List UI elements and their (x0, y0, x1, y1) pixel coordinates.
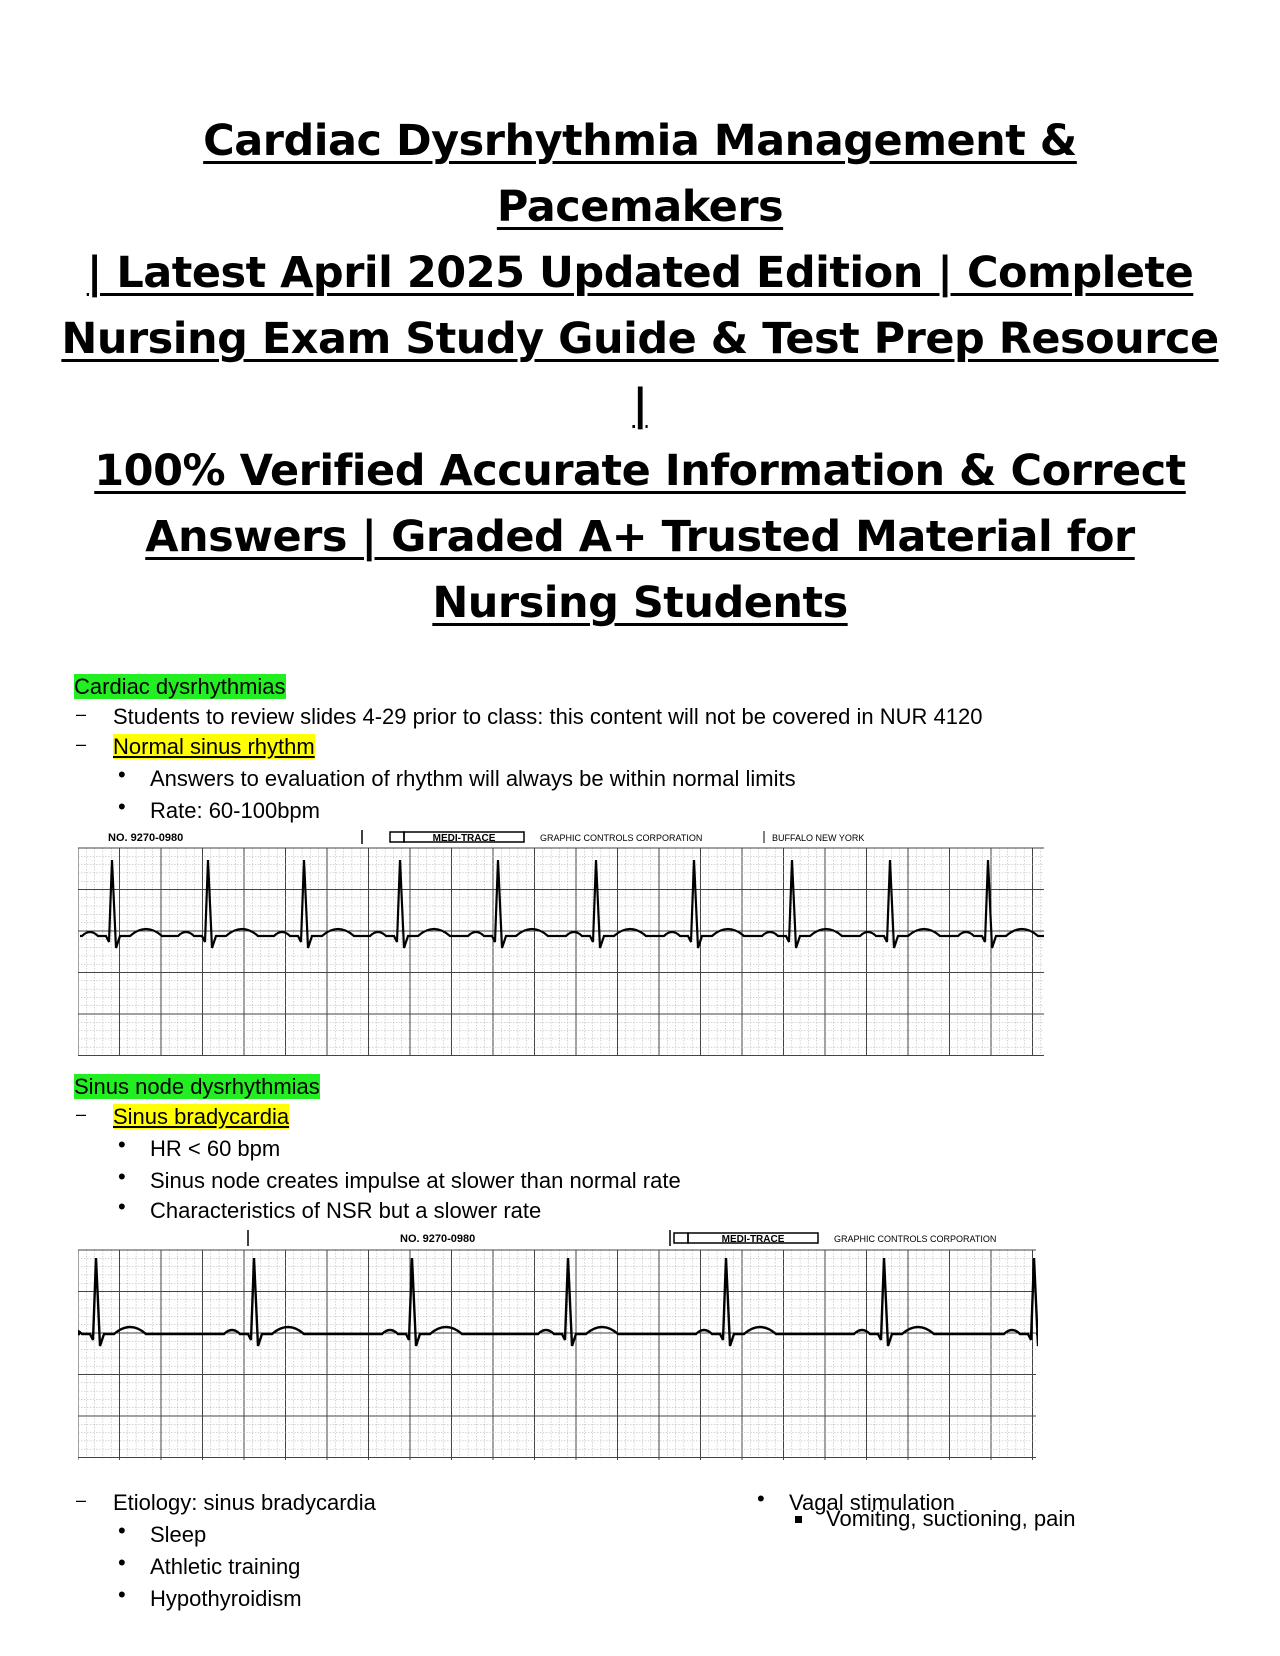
bullet-marker: • (118, 1194, 126, 1219)
strip1-number: NO. 9270-0980 (108, 832, 184, 844)
dash-marker: – (76, 734, 87, 754)
square-bullet-marker (795, 1516, 802, 1523)
bullet-brady-1: HR < 60 bpm (150, 1136, 281, 1161)
strip1-city: BUFFALO NEW YORK (772, 833, 865, 843)
title-line-1: Cardiac Dysrhythmia Management & Pacemakers (203, 116, 1077, 232)
dash-marker: – (76, 1490, 87, 1510)
title-line-4: 100% Verified Accurate Information & Correct (94, 446, 1186, 496)
strip2-number: NO. 9270-0980 (400, 1233, 476, 1245)
etiology-bullet-1: Sleep (150, 1522, 207, 1547)
title-line-3: Nursing Exam Study Guide & Test Prep Resource | (61, 314, 1219, 430)
bullet-marker: • (118, 1164, 126, 1189)
ecg-strip-normal-sinus (78, 826, 1046, 1058)
document-title (60, 108, 1220, 636)
ecg-strip-sinus-bradycardia-graphic (78, 1226, 1038, 1462)
nsr-heading: Normal sinus rhythm (113, 734, 315, 759)
title-line-2: | Latest April 2025 Updated Edition | Complete (86, 248, 1194, 298)
dash-marker: – (76, 1104, 87, 1124)
section-heading-cardiac: Cardiac dysrhythmias (74, 674, 286, 699)
ecg-strip-normal-sinus-graphic (78, 826, 1046, 1058)
dash-marker: – (76, 704, 87, 724)
etiology-heading: Etiology: sinus bradycardia (113, 1490, 376, 1515)
strip1-brand: MEDI-TRACE (432, 833, 496, 844)
etiology-right-bullet: Vagal stimulation (789, 1490, 955, 1515)
title-line-5: Answers | Graded A+ Trusted Material for (145, 512, 1135, 562)
etiology-bullet-2: Athletic training (150, 1554, 301, 1579)
bullet-nsr-2: Rate: 60-100bpm (150, 798, 320, 823)
section-heading-sinus-node: Sinus node dysrhythmias (74, 1074, 320, 1099)
bullet-nsr-1: Answers to evaluation of rhythm will always be within normal limits (150, 766, 796, 791)
title-line-6: Nursing Students (432, 578, 848, 628)
strip2-brand: MEDI-TRACE (721, 1234, 785, 1245)
bullet-brady-2: Sinus node creates impulse at slower than normal rate (150, 1168, 681, 1193)
review-note: Students to review slides 4-29 prior to class: this content will not be covered in NUR 4120 (113, 704, 983, 729)
bullet-marker: • (757, 1486, 765, 1511)
ecg-strip-sinus-bradycardia (78, 1226, 1038, 1462)
bullet-marker: • (118, 1132, 126, 1157)
etiology-right-sub: Vomiting, suctioning, pain (826, 1506, 1076, 1531)
etiology-bullet-3: Hypothyroidism (150, 1586, 302, 1611)
bullet-marker: • (118, 794, 126, 819)
sinus-brady-heading: Sinus bradycardia (113, 1104, 290, 1129)
bullet-marker: • (118, 1518, 126, 1543)
strip2-company: GRAPHIC CONTROLS CORPORATION (834, 1234, 997, 1244)
bullet-marker: • (118, 762, 126, 787)
strip1-company: GRAPHIC CONTROLS CORPORATION (540, 833, 703, 843)
bullet-marker: • (118, 1582, 126, 1607)
bullet-marker: • (118, 1550, 126, 1575)
bullet-brady-3: Characteristics of NSR but a slower rate (150, 1198, 542, 1223)
